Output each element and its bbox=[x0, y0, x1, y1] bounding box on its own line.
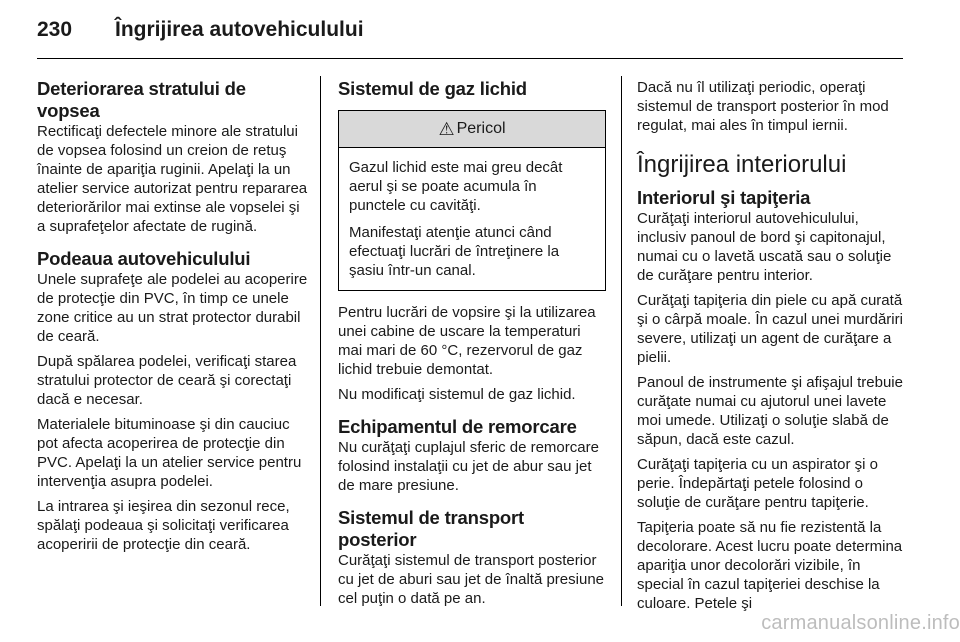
paragraph: Panoul de instrumente şi afişajul trebuie curăţate numai cu ajutorul unei lavete moi umede. Utilizaţi o soluţie slabă de săpun, dacă este cazul. bbox=[637, 374, 903, 448]
warning-triangle-icon: ⚠ bbox=[438, 118, 455, 139]
paragraph: La intrarea şi ieşirea din sezonul rece, spălaţi podeaua şi solicitaţi verificarea acoperirii de protecţie din ceară. bbox=[37, 498, 290, 553]
danger-box-header bbox=[339, 111, 605, 148]
section-title-towing-equipment: Echipamentul de remorcare bbox=[338, 416, 577, 437]
paragraph: Pentru lucrări de vopsire şi la utilizarea unei cabine de uscare la temperaturi mai mari de 60 °C, rezervorul de gaz lichid trebuie demontat. bbox=[338, 304, 596, 378]
paragraph: Nu modificaţi sistemul de gaz lichid. bbox=[338, 386, 576, 403]
paragraph: Curăţaţi tapiţeria din piele cu apă curată şi o cârpă moale. În cazul unei murdăriri severe, utilizaţi un agent de curăţare a pielii. bbox=[637, 292, 903, 366]
section-title-paint-damage: Deteriorarea stratului de vopsea bbox=[37, 78, 246, 121]
danger-box-body bbox=[339, 148, 605, 290]
danger-label: Pericol bbox=[456, 120, 506, 137]
paragraph: Gazul lichid este mai greu decât aerul şi se poate acumula în punctele cu cavităţi. bbox=[349, 159, 563, 214]
heading-interior-care: Îngrijirea interiorului bbox=[637, 151, 847, 178]
paragraph: Dacă nu îl utilizaţi periodic, operaţi sistemul de transport posterior în mod regulat, mai ales în timpul iernii. bbox=[637, 79, 889, 134]
paragraph: Curăţaţi interiorul autovehiculului, inclusiv panoul de bord şi capitonajul, numai cu o lavetă uscată sau o soluţie de curăţare pentru interior. bbox=[637, 210, 892, 284]
danger-box bbox=[338, 110, 606, 291]
page-header bbox=[37, 14, 903, 54]
page-number: 230 bbox=[37, 18, 73, 41]
column-3 bbox=[637, 78, 907, 619]
paragraph: După spălarea podelei, verificaţi starea stratului protector de ceară şi corectaţi dacă e necesar. bbox=[37, 353, 297, 408]
paragraph: Manifestaţi atenţie atunci când efectuaţi lucrări de întreţinere la şasiu într-un canal. bbox=[349, 224, 560, 279]
header-rule bbox=[37, 58, 903, 59]
section-title-underbody: Podeaua autovehiculului bbox=[37, 248, 251, 269]
column-2 bbox=[338, 78, 606, 614]
paragraph: Nu curăţaţi cuplajul sferic de remorcare folosind instalaţii cu jet de abur sau jet de mare presiune. bbox=[338, 439, 599, 494]
paragraph: Curăţaţi tapiţeria cu un aspirator şi o perie. Îndepărtaţi petele folosind o soluţie de curăţare pentru tapiţerie. bbox=[637, 456, 878, 511]
column-1 bbox=[37, 78, 309, 560]
paragraph: Curăţaţi sistemul de transport posterior cu jet de aburi sau jet de înaltă presiune cel puţin o dată pe an. bbox=[338, 552, 605, 607]
column-divider-1 bbox=[320, 76, 321, 606]
section-title-lpg-system: Sistemul de gaz lichid bbox=[338, 78, 527, 99]
paragraph: Unele suprafeţe ale podelei au acoperire de protecţie din PVC, în timp ce unele zone critice au un strat protector durabil de ceară. bbox=[37, 271, 308, 345]
paragraph: Tapiţeria poate să nu fie rezistentă la decolorare. Acest lucru poate determina apariţia unor decolorări vizibile, în special în cazul tapiţeriei deschise la culoare. Petele şi bbox=[637, 519, 903, 612]
paragraph: Rectificaţi defectele minore ale stratului de vopsea folosind un creion de retuş înainte de apariţia ruginii. Apelaţi la un atelier service autorizat pentru repararea deteriorărilor mai extinse ale vopselei şi a suprafeţelor afectate de rugină. bbox=[37, 123, 308, 235]
section-title-rear-carrier: Sistemul de transport posterior bbox=[338, 507, 524, 550]
paragraph: Materialele bituminoase şi din cauciuc pot afecta acoperirea de protecţie din PVC. Apelaţi la un atelier service pentru intervenţia asupra podelei. bbox=[37, 416, 302, 490]
column-divider-2 bbox=[621, 76, 622, 606]
chapter-title: Îngrijirea autovehiculului bbox=[115, 18, 364, 41]
watermark: carmanualsonline.info bbox=[761, 612, 960, 634]
section-title-interior-upholstery: Interiorul şi tapiţeria bbox=[637, 187, 811, 208]
